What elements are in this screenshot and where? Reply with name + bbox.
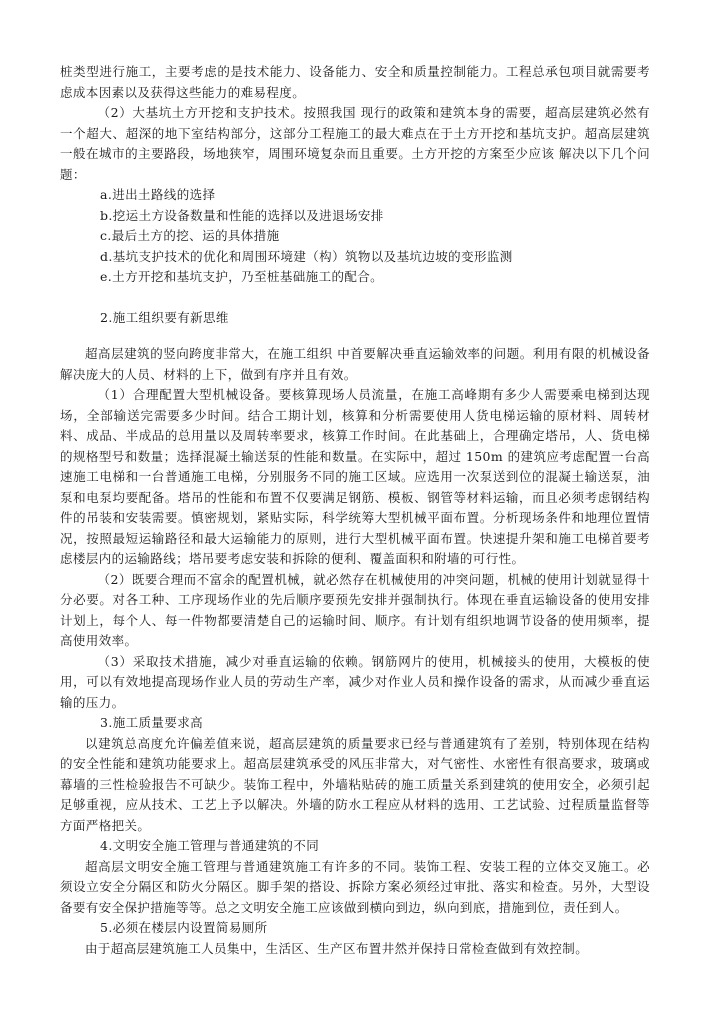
heading-safety: 4.文明安全施工管理与普通建筑的不同 [100, 838, 320, 853]
list-item: c.最后土方的挖、运的具体措施 [100, 228, 280, 243]
list-item: a.进出土路线的选择 [100, 187, 216, 202]
paragraph-pile-types: 桩类型进行施工，主要考虑的是技术能力、设备能力、安全和质量控制能力。工程总承包项目就需要考虑成本因素以及获得这些能力的难易程度。 [60, 64, 650, 100]
heading-quality: 3.施工质量要求高 [100, 715, 204, 730]
document-page [60, 62, 650, 959]
paragraph-machinery-schedule: （2）既要合理而不富余的配置机械，就必然存在机械使用的冲突问题，机械的使用计划就显得十分必要。对各工种、工序现场作业的先后顺序要预先安排并强制执行。体现在垂直运输设备的使用安排计划上，每个人、每一件物都要清楚自己的运输时间、顺序。有计划有组织地调节设备的使用频率，提高使用效率。 [60, 571, 650, 648]
paragraph-technical-measures: （3）采取技术措施，减少对垂直运输的依赖。钢筋网片的使用，机械接头的使用，大模板的使用，可以有效地提高现场作业人员的劳动生产率，减少对作业人员和操作设备的需求，从而减少垂直运输的压力。 [60, 653, 650, 710]
excavation-issue-list [60, 185, 650, 288]
paragraph-vertical-transport: 超高层建筑的竖向跨度非常大，在施工组织 中首要解决垂直运输效率的问题。利用有限的机械设备解决庞大的人员、材料的上下，做到有序并且有效。 [60, 346, 650, 382]
paragraph-safety: 超高层文明安全施工管理与普通建筑施工有许多的不同。装饰工程、安装工程的立体交叉施工。必须设立安全分隔区和防火分隔区。脚手架的搭设、拆除方案必须经过审批、落实和检查。另外，大型设备要有安全保护措施等等。总之文明安全施工应该做到横向到边，纵向到底，措施到位，责任到人。 [60, 858, 650, 915]
paragraph-machinery-config: （1）合理配置大型机械设备。要核算现场人员流量，在施工高峰期有多少人需要乘电梯到达现场，全部输送完需要多少时间。结合工期计划，核算和分析需要使用人货电梯运输的原材料、周转材料、成品、半成品的总用量以及周转率要求，核算工作时间。在此基础上，合理确定塔吊，人、货电梯的规格型号和数量；选择混凝土输送泵的性能和数量。在实际中，超过 150m 的建筑应考虑配置一台高速施工电梯和一台普通施工电梯，分别服务不同的施工区域。应选用一次泵送到位的混凝土输送泵，油泵和电泵均要配备。塔吊的性能和布置不仅要满足钢筋、模板、钢管等材料运输，而且必须考虑钢结构件的吊装和安装需要。慎密规划，紧贴实际，科学统筹大型机械平面布置。分析现场条件和地理位置情况，按照最短运输路径和最大运输能力的原则，进行大型机械平面布置。快速提升架和施工电梯首要考虑楼层内的运输路线；塔吊要考虑安装和拆除的便利、覆盖面积和附墙的可行性。 [60, 387, 650, 566]
heading-toilets: 5.必须在楼层内设置简易厕所 [100, 920, 268, 935]
heading-construction-organization: 2.施工组织要有新思维 [100, 309, 229, 325]
paragraph-excavation: （2）大基坑土方开挖和支护技术。按照我国 现行的政策和建筑本身的需要，超高层建筑必然有一个超大、超深的地下室结构部分，这部分工程施工的最大难点在于土方开挖和基坑支护。超高层建筑一般在城市的主要路段，场地狭窄，周围环境复杂而且重要。土方开挖的方案至少应该 解决以下几个问题： [60, 105, 650, 182]
list-item: d.基坑支护技术的优化和周围环境建（构）筑物以及基坑边坡的变形监测 [100, 248, 513, 264]
paragraph-quality: 以建筑总高度允许偏差值来说，超高层建筑的质量要求已经与普通建筑有了差别，特别体现在结构的安全性能和建筑功能要求上。超高层建筑承受的风压非常大，对气密性、水密性有很高要求，玻璃或幕墙的三性检验报告不可缺少。装饰工程中，外墙粘贴砖的施工质量关系到建筑的使用安全，必须引起足够重视，应从技术、工艺上予以解决。外墙的防水工程应从材料的选用、工艺试验、过程质量监督等方面严格把关。 [60, 735, 650, 833]
paragraph-toilets: 由于超高层建筑施工人员集中，生活区、生产区布置井然并保持日常检查做到有效控制。 [85, 940, 589, 956]
list-item: e.土方开挖和基坑支护，乃至桩基础施工的配合。 [100, 269, 384, 284]
list-item: b.挖运土方设备数量和性能的选择以及进退场安排 [100, 207, 384, 223]
